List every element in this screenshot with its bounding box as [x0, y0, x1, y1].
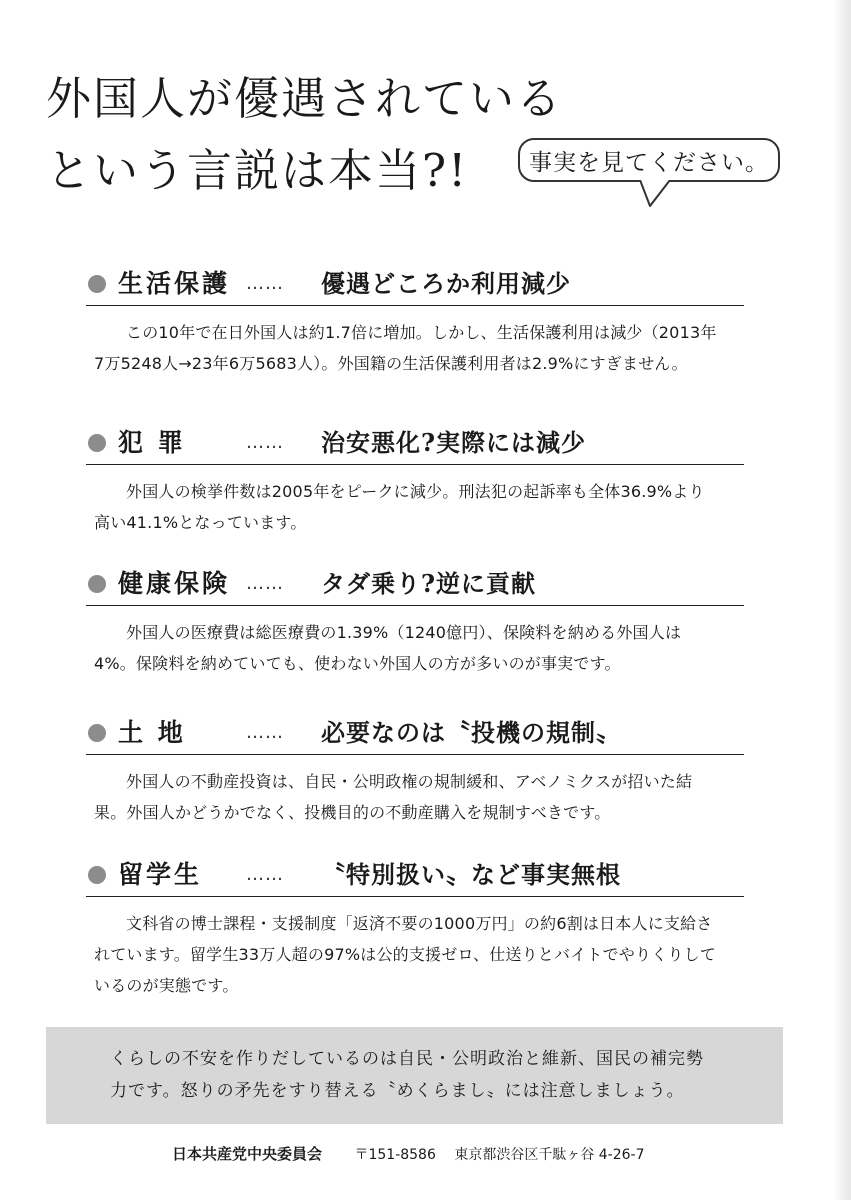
section-body: 文科省の博士課程・支援制度「返済不要の1000万円」の約6割は日本人に支給されています。留学生33万人超の97%は公的支援ゼロ、仕送りとバイトでやりくりしているのが実態です。 — [94, 914, 717, 995]
section-subtitle: 治安悪化?実際には減少 — [321, 428, 587, 457]
section-title: 土 地 — [118, 718, 186, 747]
section-foreign-students — [86, 856, 744, 995]
section-body: 外国人の不動産投資は、自民・公明政権の規制緩和、アベノミクスが招いた結果。外国人かどうかでなく、投機目的の不動産購入を規制すべきです。 — [94, 772, 693, 822]
section-subtitle: 必要なのは〝投機の規制〟 — [321, 718, 621, 747]
section-divider — [86, 896, 744, 897]
bullet-icon — [88, 866, 106, 884]
headline-line-1: 外国人が優遇されている — [46, 72, 564, 125]
section-divider — [86, 464, 744, 465]
postal-code: 〒151-8586 — [354, 1147, 436, 1163]
section-welfare — [86, 265, 744, 373]
footer-note-box — [46, 1027, 783, 1124]
section-crime — [86, 424, 744, 532]
section-land — [86, 714, 744, 822]
section-leader-dots: …… — [246, 432, 284, 453]
section-title: 留学生 — [118, 860, 203, 889]
section-leader-dots: …… — [246, 864, 284, 885]
section-header — [86, 265, 744, 303]
section-title: 生活保護 — [118, 269, 231, 298]
section-divider — [86, 754, 744, 755]
page-edge-shadow — [833, 0, 851, 1200]
section-header — [86, 565, 744, 603]
bullet-icon — [88, 275, 106, 293]
bullet-icon — [88, 434, 106, 452]
section-body: 外国人の医療費は総医療費の1.39%（1240億円）、保険料を納める外国人は4%。保険料を納めていても、使わない外国人の方が多いのが事実です。 — [94, 623, 682, 673]
section-body: 外国人の検挙件数は2005年をピークに減少。刑法犯の起訴率も全体36.9%より高い41.1%となっています。 — [94, 482, 705, 532]
speech-bubble-tail — [640, 180, 680, 208]
section-header — [86, 856, 744, 894]
organization-line — [172, 1143, 645, 1164]
organization-name: 日本共産党中央委員会 — [172, 1145, 323, 1163]
section-leader-dots: …… — [246, 573, 284, 594]
section-divider — [86, 605, 744, 606]
bullet-icon — [88, 575, 106, 593]
speech-bubble-text: 事実を見てください。 — [529, 149, 769, 176]
speech-bubble — [518, 138, 780, 182]
section-title: 犯 罪 — [118, 428, 186, 457]
section-title: 健康保険 — [118, 569, 231, 598]
section-subtitle: 〝特別扱い〟など事実無根 — [321, 860, 621, 889]
section-leader-dots: …… — [246, 722, 284, 743]
section-header — [86, 424, 744, 462]
section-subtitle: 優遇どころか利用減少 — [321, 269, 571, 298]
section-divider — [86, 305, 744, 306]
bullet-icon — [88, 724, 106, 742]
section-health-insurance — [86, 565, 744, 673]
headline-line-2: という言説は本当?! — [46, 144, 469, 197]
section-header — [86, 714, 744, 752]
address: 東京都渋谷区千駄ヶ谷 4-26-7 — [454, 1147, 645, 1163]
footer-note-text: くらしの不安を作りだしているのは自民・公明政治と維新、国民の補完勢力です。怒りの矛先をすり替える〝めくらまし〟には注意しましょう。 — [110, 1049, 704, 1101]
section-leader-dots: …… — [246, 273, 284, 294]
section-body: この10年で在日外国人は約1.7倍に増加。しかし、生活保護利用は減少（2013年7万5248人→23年6万5683人）。外国籍の生活保護利用者は2.9%にすぎません。 — [94, 323, 717, 373]
section-subtitle: タダ乗り?逆に貢献 — [321, 569, 537, 598]
